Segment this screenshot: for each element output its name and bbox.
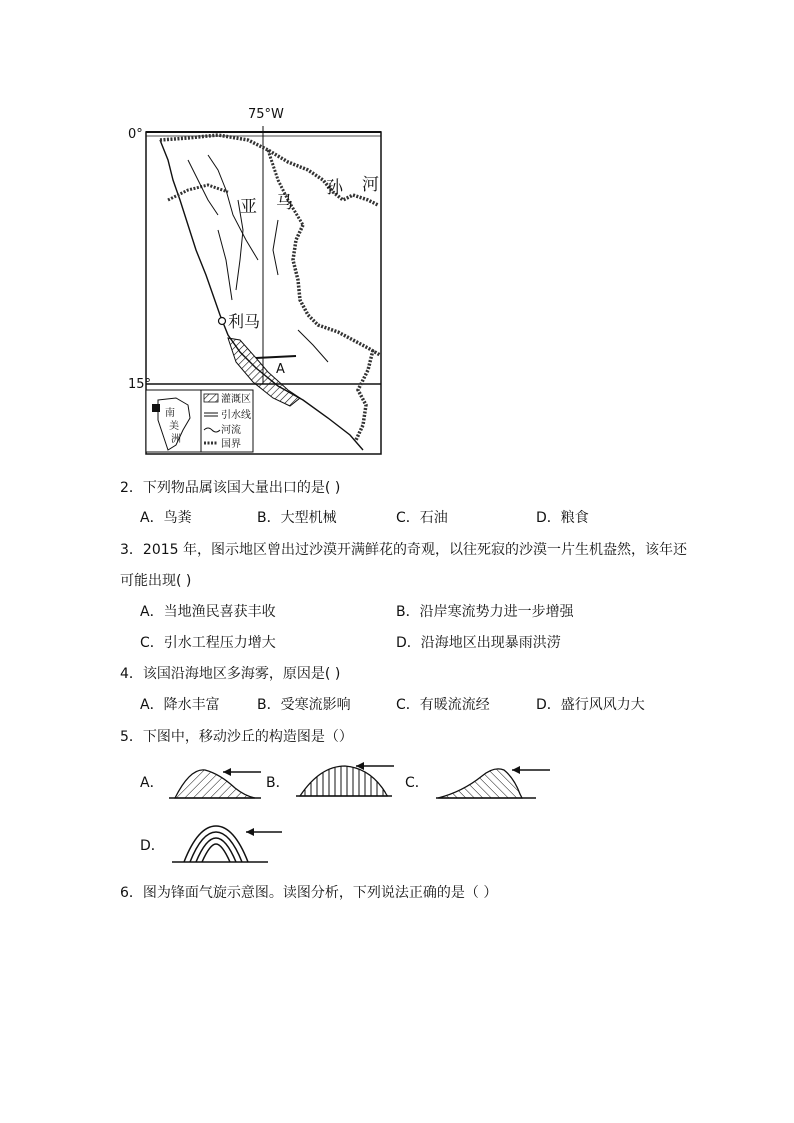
question-4-stem: 4．该国沿海地区多海雾，原因是( ) (120, 666, 341, 682)
q5-option-a[interactable]: A． (140, 775, 164, 791)
region-label-ya: 亚 (240, 197, 257, 217)
region-label-ma: 马 (276, 193, 293, 213)
q4-option-a[interactable]: A．降水丰富 (140, 697, 220, 713)
lima-marker (219, 318, 226, 325)
inset-label-2: 美 (169, 421, 179, 432)
meridian-label: 75°W (248, 107, 284, 122)
question-3-stem-line2: 可能出现( ) (120, 573, 192, 589)
peru-map-svg (128, 100, 388, 460)
q4-option-d[interactable]: D．盛行风风力大 (536, 697, 645, 713)
legend-canal: 引水线 (221, 410, 251, 421)
question-2-stem: 2．下列物品属该国大量出口的是( ) (120, 480, 341, 496)
lat-top-label: 0° (128, 127, 143, 142)
q3-option-d[interactable]: D．沿海地区出现暴雨洪涝 (396, 635, 561, 651)
legend-river: 河流 (221, 425, 241, 436)
q2-option-b[interactable]: B．大型机械 (257, 510, 337, 526)
river-label-sun: 孙 (326, 178, 343, 198)
question-3-stem-line1: 3．2015 年，图示地区曾出过沙漠开满鲜花的奇观，以往死寂的沙漠一片生机盎然，该年还 (120, 542, 687, 558)
q3-option-b[interactable]: B．沿岸寒流势力进一步增强 (396, 604, 574, 620)
q5-dune-b (290, 754, 400, 806)
q2-option-a[interactable]: A．鸟粪 (140, 510, 192, 526)
q3-option-c[interactable]: C．引水工程压力增大 (140, 635, 276, 651)
river-label-he: 河 (362, 175, 379, 195)
q5-dune-c (432, 756, 552, 808)
inset-label-3: 洲 (171, 434, 181, 445)
q3-option-a[interactable]: A．当地渔民喜获丰收 (140, 604, 276, 620)
q5-option-d[interactable]: D． (140, 838, 165, 854)
peru-map (128, 100, 388, 460)
inset-label-1: 南 (165, 408, 175, 419)
q5-dune-d (168, 818, 288, 872)
lima-label: 利马 (228, 312, 261, 331)
q5-option-c[interactable]: C． (405, 775, 429, 791)
q4-option-b[interactable]: B．受寒流影响 (257, 697, 351, 713)
legend-border: 国界 (221, 439, 241, 450)
question-6-stem: 6．图为锋面气旋示意图。读图分析，下列说法正确的是（ ） (120, 885, 498, 901)
q5-option-b[interactable]: B． (266, 775, 290, 791)
point-a-label: A (276, 362, 285, 377)
legend-irrigation: 灌溉区 (221, 394, 251, 405)
q5-dune-a (165, 758, 265, 810)
question-5-stem: 5．下图中，移动沙丘的构造图是（） (120, 729, 353, 745)
q2-option-d[interactable]: D．粮食 (536, 510, 589, 526)
q2-option-c[interactable]: C．石油 (396, 510, 448, 526)
lat-bottom-label: 15° (128, 377, 152, 392)
q4-option-c[interactable]: C．有暖流流经 (396, 697, 490, 713)
